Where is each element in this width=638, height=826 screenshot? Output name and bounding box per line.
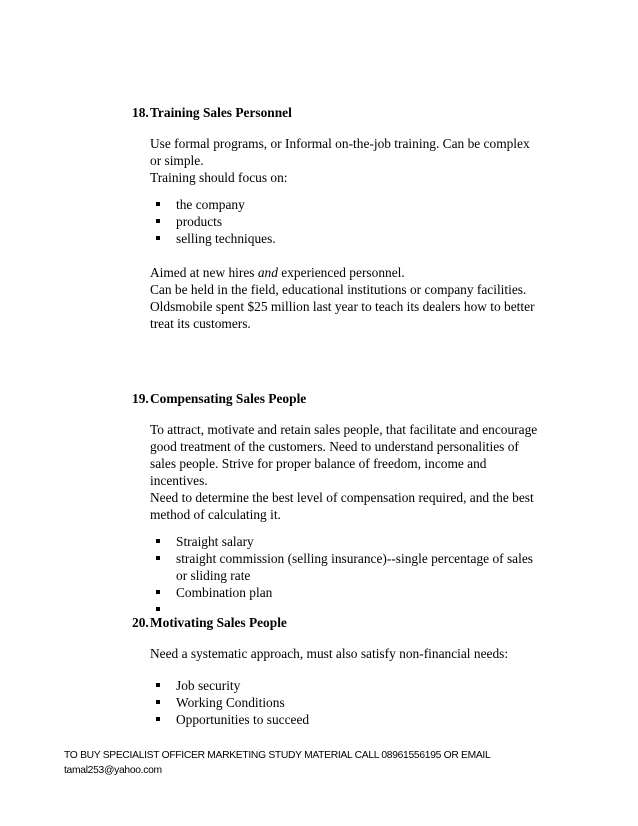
- paragraph-line: Need to determine the best level of compensation required, and the best: [150, 490, 534, 505]
- paragraph-line: incentives.: [150, 473, 208, 488]
- paragraph-line: good treatment of the customers. Need to understand personalities of: [150, 439, 519, 454]
- paragraph-line: Oldsmobile spent $25 million last year to teach its dealers how to better: [150, 299, 535, 314]
- paragraph-line: To attract, motivate and retain sales people, that facilitate and encourage: [150, 422, 538, 437]
- paragraph-line: Use formal programs, or Informal on-the-job training. Can be complex: [150, 136, 530, 151]
- bullet-icon: [156, 590, 160, 594]
- bullet-icon: [156, 607, 160, 611]
- bullet-icon: [156, 202, 160, 206]
- paragraph-line: or simple.: [150, 153, 204, 168]
- bullet-icon: [156, 717, 160, 721]
- bullet-list: [150, 677, 582, 728]
- bullet-icon: [156, 700, 160, 704]
- section-heading: [132, 390, 582, 407]
- section-20: [132, 614, 582, 728]
- paragraph-line: Aimed at new hires and experienced personnel.: [150, 265, 405, 280]
- bullet-list: [150, 196, 582, 247]
- section-19: [132, 390, 582, 618]
- bullet-icon: [156, 236, 160, 240]
- list-item: the company: [150, 196, 582, 213]
- list-item: selling techniques.: [150, 230, 582, 247]
- section-title: Motivating Sales People: [150, 615, 287, 630]
- emphasis-text: and: [257, 265, 278, 280]
- section-body: [150, 631, 582, 728]
- paragraph-line: treat its customers.: [150, 316, 251, 331]
- section-number: 20.: [132, 615, 149, 630]
- bullet-icon: [156, 683, 160, 687]
- bullet-icon: [156, 219, 160, 223]
- paragraph-line: method of calculating it.: [150, 507, 281, 522]
- page-footer: [64, 748, 584, 778]
- section-body: [150, 407, 582, 618]
- footer-line: TO BUY SPECIALIST OFFICER MARKETING STUDY MATERIAL CALL 08961556195 OR EMAIL: [64, 750, 491, 761]
- list-item: Straight salary: [150, 533, 582, 550]
- list-item: or sliding rate: [176, 568, 251, 583]
- list-item: straight commission (selling insurance)--single percentage of sales: [150, 550, 582, 567]
- section-heading: [132, 104, 582, 121]
- list-item: Combination plan: [150, 584, 582, 601]
- paragraph-line: Training should focus on:: [150, 170, 288, 185]
- paragraph-line: Can be held in the field, educational institutions or company facilities.: [150, 282, 527, 297]
- bullet-icon: [156, 556, 160, 560]
- paragraph-line: sales people. Strive for proper balance of freedom, income and: [150, 456, 487, 471]
- footer-email: tamal253@yahoo.com: [64, 765, 162, 776]
- section-body: [150, 121, 582, 332]
- list-item: Job security: [150, 677, 582, 694]
- paragraph-line: Need a systematic approach, must also satisfy non-financial needs:: [150, 646, 509, 661]
- list-item: products: [150, 213, 582, 230]
- section-18: [132, 104, 582, 332]
- bullet-icon: [156, 539, 160, 543]
- section-number: 18.: [132, 105, 149, 120]
- section-title: Training Sales Personnel: [150, 105, 292, 120]
- section-title: Compensating Sales People: [150, 391, 307, 406]
- list-item: Working Conditions: [150, 694, 582, 711]
- list-item: Opportunities to succeed: [150, 711, 582, 728]
- section-number: 19.: [132, 391, 149, 406]
- section-heading: [132, 614, 582, 631]
- bullet-list: [150, 533, 582, 618]
